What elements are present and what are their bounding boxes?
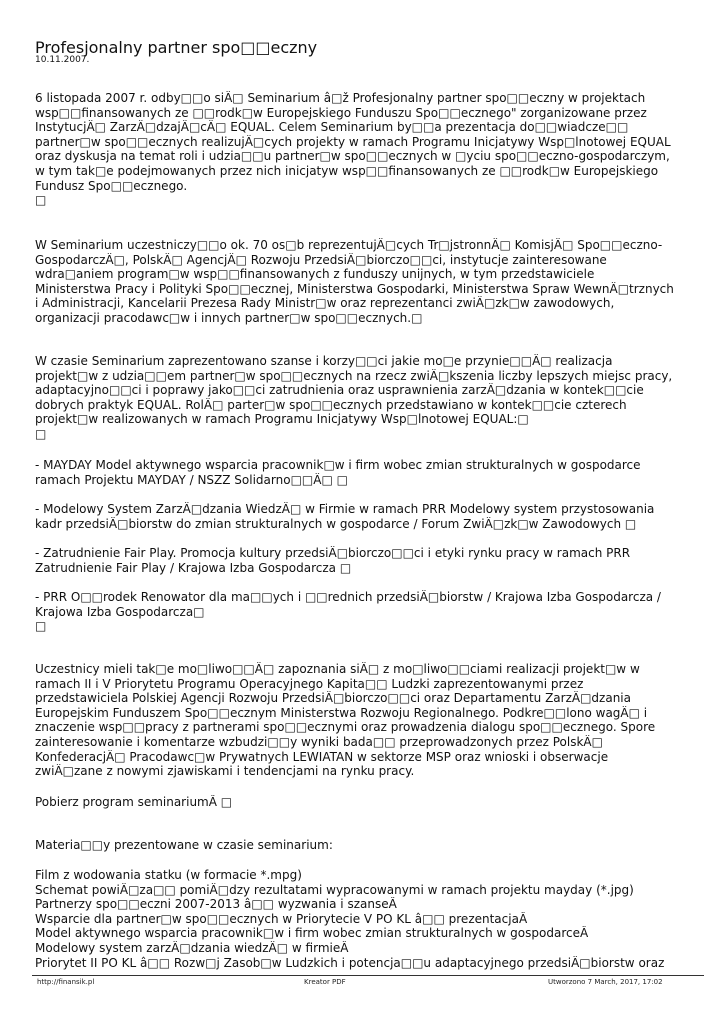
paragraph-presentation: W czasie Seminarium zaprezentowano szanse i korzy□□ci jakie mo□e przynie□□Ä□ realizacja projekt□w z udzia□□em partner□w spo□□ecznych na rzecz zwiÄ□kszenia liczby lepszych miejsc pracy, adaptacyjno□□ci i poprawy jako□□ci zatrudnienia oraz usprawnienia zarzÄ□dzania w kontek□□cie dobrych praktyk EQUAL. RolÄ□ parter□w spo□□ecznych przedstawiano w kontek□□cie czterech projekt□w realizowanych w ramach Programu Inicjatywy Wsp□lnotowej EQUAL:□ □: [35, 354, 673, 441]
list-item[interactable]: Model aktywnego wsparcia pracownik□w i firm wobec zmian strukturalnych w gospodarceÂ: [35, 926, 589, 941]
project-knowledge-management: - Modelowy System ZarzÄ□dzania WiedzÄ□ w Firmie w ramach PRR Modelowy system przystosowania kadr przedsiÄ□biorstw do zmian strukturalnych w gospodarce / Forum ZwiÄ□zk□w Zawodowych □: [35, 502, 655, 531]
footer-created: Utworzono 7 March, 2017, 17:02: [548, 978, 663, 986]
page-title: Profesjonalny partner spo□□eczny: [35, 38, 318, 57]
project-fair-play: - Zatrudnienie Fair Play. Promocja kultury przedsiÄ□biorczo□□ci i etyki rynku pracy w ramach PRR Zatrudnienie Fair Play / Krajowa Izba Gospodarcza □: [35, 546, 631, 575]
project-renowator: - PRR O□□rodek Renowator dla ma□□ych i □□rednich przedsiÄ□biorstw / Krajowa Izba Gospodarcza / Krajowa Izba Gospodarcza□ □: [35, 590, 661, 634]
footer-url: http://finansik.pl: [37, 978, 95, 986]
list-item[interactable]: Film z wodowania statku (w formacie *.mpg): [35, 868, 302, 882]
paragraph-intro: 6 listopada 2007 r. odby□□o siÄ□ Seminarium â□ž Profesjonalny partner spo□□eczny w projektach wsp□□finansowanych ze □□rodk□w Europejskiego Funduszu Spo□□ecznego" zorganizowane przez InstytucjÄ□ ZarzÄ□dzajÄ□cÄ□ EQUAL. Celem Seminarium by□□a prezentacja do□□wiadcze□□ partner□w spo□□ecznych realizujÄ□cych projekty w ramach Programu Inicjatywy Wsp□lnotowej EQUAL oraz dyskusja na temat roli i udzia□□u partner□w spo□□ecznych w □yciu spo□□eczno-gospodarczym, w tym tak□e podejmowanych przez nich inicjatyw wsp□□finansowanych ze □□rodk□w Europejskiego Fundusz Spo□□ecznego. □: [35, 91, 671, 208]
footer-divider: [32, 975, 704, 976]
list-item[interactable]: Schemat powiÄ□za□□ pomiÄ□dzy rezultatami wypracowanymi w ramach projektu mayday (*.jpg): [35, 882, 634, 897]
download-program-link[interactable]: Pobierz program seminariumÂ □: [35, 795, 233, 809]
paragraph-participants: W Seminarium uczestniczy□□o ok. 70 os□b reprezentujÄ□cych Tr□jstronnÄ□ KomisjÄ□ Spo□□eczno- GospodarczÄ□, PolskÄ□ AgencjÄ□ Rozwoju PrzedsiÄ□biorczo□□ci, instytucje zainteresowane wdra□aniem program□w wsp□□finansowanych z funduszy unijnych, w tym przedstawiciele Ministerstwa Pracy i Polityki Spo□□ecznej, Ministerstwa Gospodarki, Ministerstwa Spraw WewnÄ□trznych i Administracji, Kancelarii Prezesa Rady Ministr□w oraz reprezentanci zwiÄ□zk□w zawodowych, organizacji pracodawc□w i innych partner□w spo□□ecznych.□: [35, 238, 674, 325]
list-item[interactable]: Modelowy system zarzÄ□dzania wiedzÄ□ w firmieÂ: [35, 940, 349, 955]
footer-generator: Kreator PDF: [304, 978, 346, 986]
materials-list: [35, 868, 691, 970]
publication-date: 10.11.2007.: [35, 55, 90, 65]
paragraph-priorities: Uczestnicy mieli tak□e mo□liwo□□Ä□ zapoznania siÄ□ z mo□liwo□□ciami realizacji projekt□w w ramach II i V Priorytetu Programu Operacyjnego Kapita□□ Ludzki zaprezentowanymi przez przedstawiciela Polskiej Agencji Rozwoju PrzedsiÄ□biorczo□□ci oraz Departamentu ZarzÄ□dzania Europejskim Funduszem Spo□□ecznym Ministerstwa Rozwoju Regionalnego. Podkre□□lono wagÄ□ i znaczenie wsp□□pracy z partnerami spo□□ecznymi oraz prowadzenia dialogu spo□□ecznego. Spore zainteresowanie i komentarze wzbudzi□□y wyniki bada□□ przeprowadzonych przez PolskÄ□ KonfederacjÄ□ Pracodawc□w Prywatnych LEWIATAN w sektorze MSP oraz wnioski i obserwacje zwiÄ□zane z nowymi zjawiskami i tendencjami na rynku pracy.: [35, 662, 656, 779]
project-mayday: - MAYDAY Model aktywnego wsparcia pracownik□w i firm wobec zmian strukturalnych w gospodarce ramach Projektu MAYDAY / NSZZ Solidarno□□Ä□ □: [35, 458, 641, 487]
list-item[interactable]: Priorytet II PO KL â□□ Rozw□j Zasob□w Ludzkich i potencja□□u adaptacyjnego przedsiÄ□biorstw oraz: [35, 955, 665, 970]
list-item[interactable]: Partnerzy spo□□eczni 2007-2013 â□□ wyzwania i szanseÂ: [35, 897, 397, 912]
materials-heading: Materia□□y prezentowane w czasie seminarium:: [35, 838, 333, 852]
list-item[interactable]: Wsparcie dla partner□w spo□□ecznych w Priorytecie V PO KL â□□ prezentacjaÂ: [35, 911, 528, 926]
